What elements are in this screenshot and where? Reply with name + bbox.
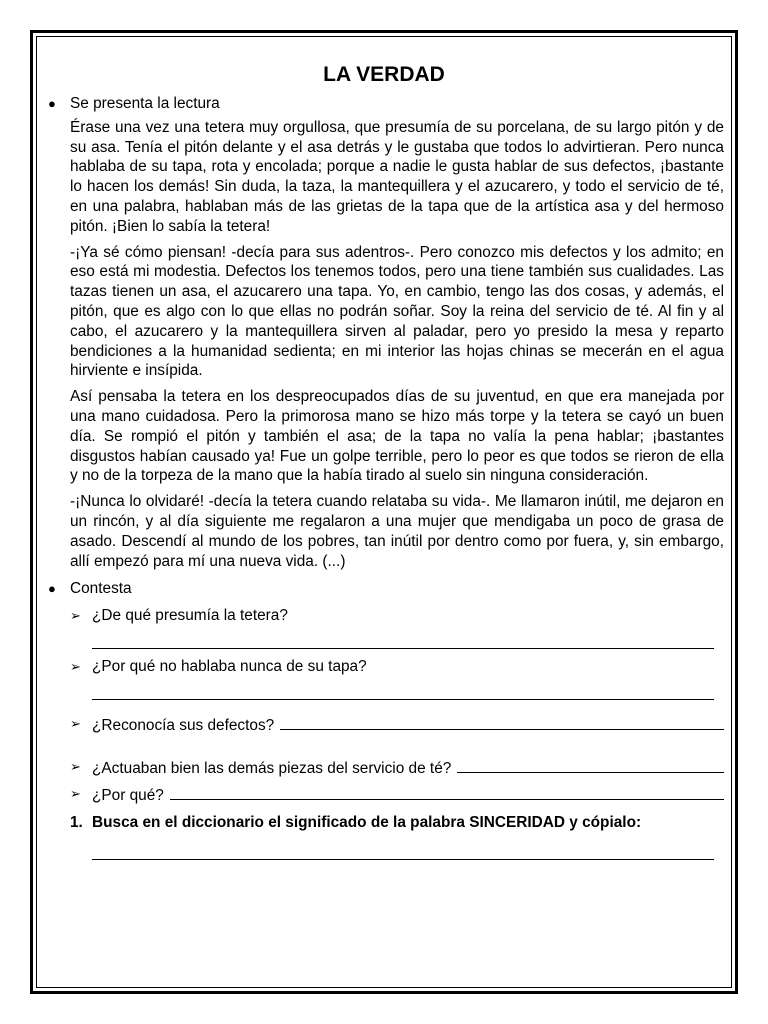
page-title: LA VERDAD [323,63,445,86]
worksheet-content [44,62,724,860]
task-number: 1. [70,814,83,832]
reading-paragraph-4: -¡Nunca lo olvidaré! -decía la tetera cuando relataba su vida-. Me llamaron inútil, me dejaron en un rincón, y al día siguiente me regalaron a una mujer que mendigaba un poco de grasa de asado. Descendí al mundo de los pobres, tan inútil por dentro como por fuera, y, sin embargo, allí empezó para mí una nueva vida. (...) [70,493,724,570]
question-1-text: ¿De qué presumía la tetera? [92,607,288,625]
arrow-bullet-icon: ➢ [70,786,81,802]
reading-section-heading [44,94,724,114]
answer-line-2[interactable] [92,685,714,700]
arrow-bullet-icon: ➢ [70,758,81,774]
reading-paragraph-2: -¡Ya sé cómo piensan! -decía para sus adentros-. Pero conozco mis defectos y los admito; en eso está mi modestia. Defectos los tenemos todos, pero una tiene también sus cualidades. Las tazas tienen un asa, el azucarero una tapa. Yo, en cambio, tengo las dos cosas, y además, el pitón, que es algo con lo que ellas no podrán soñar. Soy la reina del servicio de té. Al fin y al cabo, el azucarero y la mantequillera sirven al paladar, pero yo presido la mesa y reparto bendiciones a la humanidad sedienta; en mi interior las hojas chinas se mecerán en el agua hirviente e insípida. [70,243,724,380]
arrow-bullet-icon: ➢ [70,608,81,624]
question-1 [44,606,724,626]
reading-heading-text: Se presenta la lectura [70,95,220,112]
bullet-icon: ● [48,96,56,111]
task-text-after: y cópialo: [564,814,642,832]
question-5 [44,784,724,806]
task-text-before: Busca en el diccionario el significado de la palabra [92,814,470,832]
answer-line-6[interactable] [92,845,714,860]
reading-paragraph-3: Así pensaba la tetera en los despreocupados días de su juventud, en que era manejada por una mano cuidadosa. Pero la primorosa mano se hizo más torpe y la tetera se cayó un buen día. Se rompió el pitón y también el asa; de la tapa no valía la pena hablar; ¡bastantes disgustos habían causado ya! Fue un golpe terrible, pero lo peor es que todos se rieron de ella y no de la torpeza de la mano que la había tirado al suelo sin ninguna consideración. [70,388,724,485]
question-2-text: ¿Por qué no hablaba nunca de su tapa? [92,657,367,675]
numbered-task-1 [44,813,724,833]
answer-line-3[interactable] [280,714,724,730]
task-keyword: SINCERIDAD [469,814,565,832]
question-4-text: ¿Actuaban bien las demás piezas del servicio de té? [92,759,452,777]
question-4 [44,757,724,779]
question-5-text: ¿Por qué? [92,787,164,805]
answer-line-5[interactable] [170,784,724,800]
answer-line-1[interactable] [92,634,714,649]
arrow-bullet-icon: ➢ [70,658,81,674]
questions-section-heading [44,579,724,599]
answer-line-4[interactable] [457,757,724,773]
questions-heading-text: Contesta [70,580,132,598]
arrow-bullet-icon: ➢ [70,715,81,731]
reading-paragraph-1: Érase una vez una tetera muy orgullosa, que presumía de su porcelana, de su largo pitón y de su asa. Tenía el pitón delante y el asa detrás y le gustaba que todos lo advirtieran. Pero nunca hablaba de su tapa, rota y encolada; porque a nadie le gusta hablar de sus defectos, ¡bastante lo hacen los demás! Sin duda, la taza, la mantequillera y el azucarero, y todo el servicio de té, en una palabra, hablaban más de las grietas de la tapa que de la artística asa y del hermoso pitón. ¡Bien lo sabía la tetera! [70,118,724,235]
question-3-text: ¿Reconocía sus defectos? [92,716,275,734]
question-2 [44,657,724,677]
bullet-icon: ● [48,581,56,597]
question-3 [44,714,724,736]
